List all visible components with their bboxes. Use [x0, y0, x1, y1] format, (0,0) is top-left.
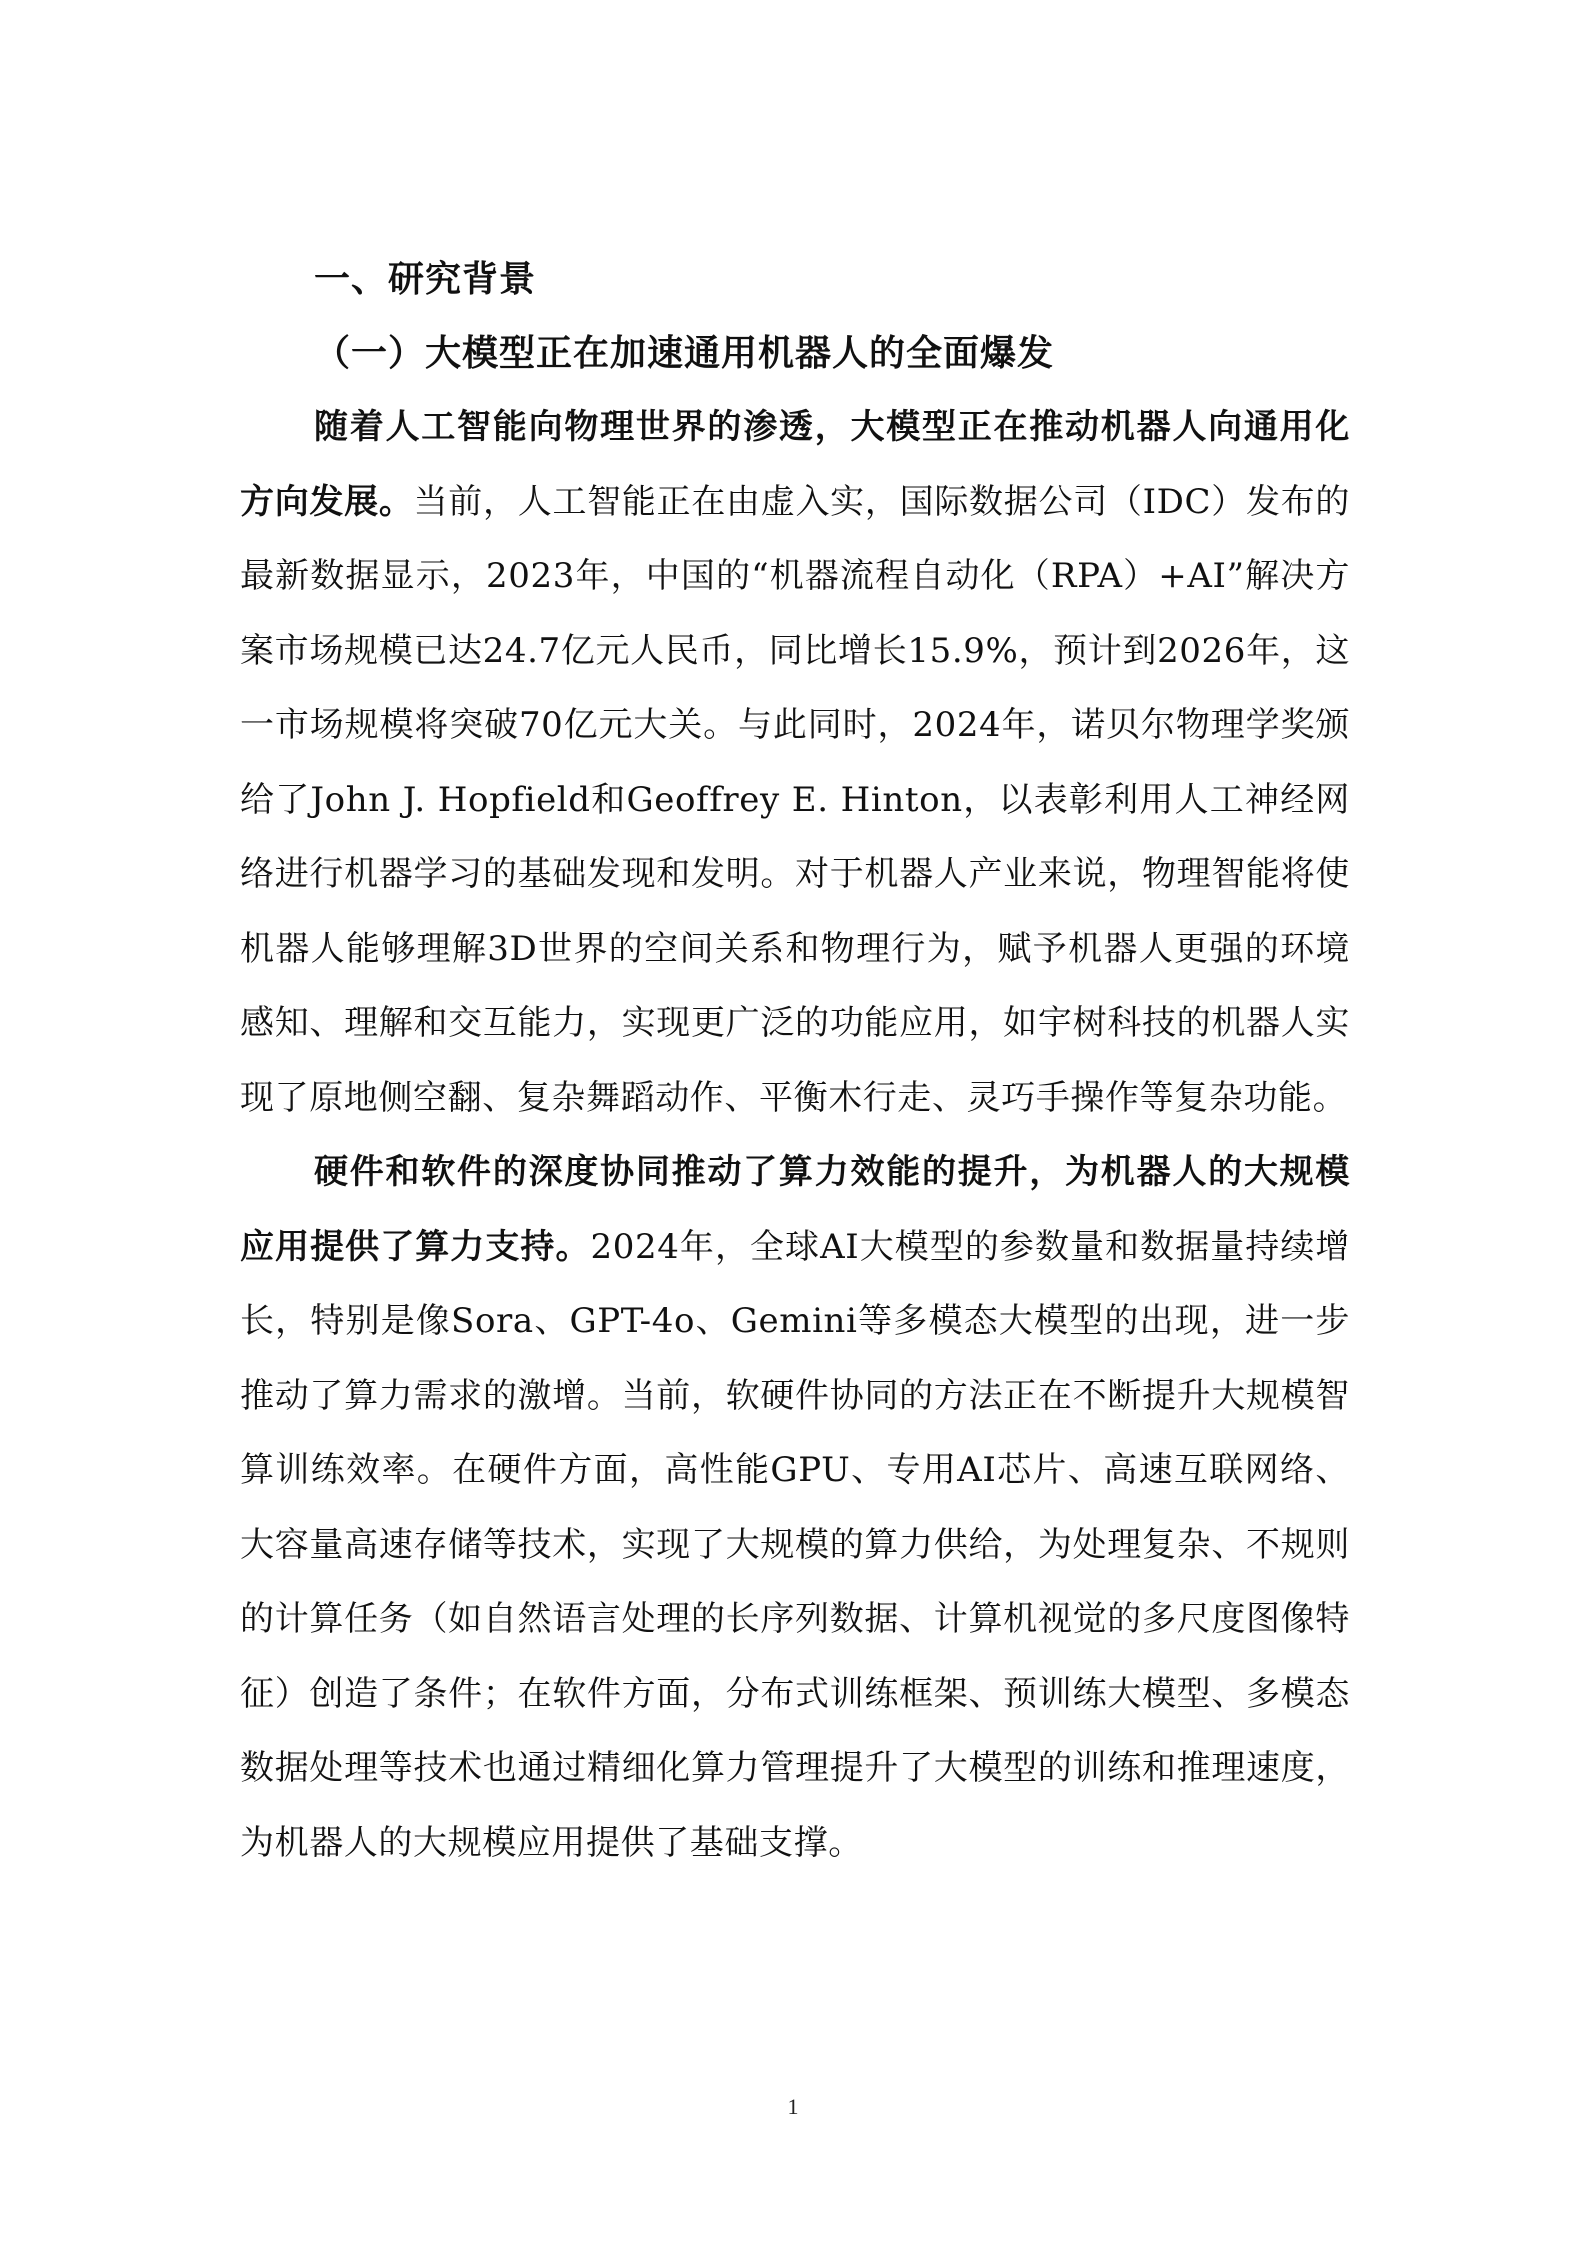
page-number: 1 [787, 2094, 799, 2119]
paragraph-1 [240, 390, 1350, 1135]
paragraph-1-lead: 随着人工智能向物理世界的渗透，大模型正在推动机器人向通用化方向发展。 [240, 407, 1350, 522]
paragraph-2 [240, 1135, 1350, 1880]
paragraph-1-body: 当前，人工智能正在由虚入实，国际数据公司（IDC）发布的最新数据显示，2023年，中国的“机器流程自动化（RPA）+AI”解决方案市场规模已达24.7亿元人民币，同比增长15.9%，预计到2026年，这一市场规模将突破70亿元大关。与此同时，2024年，诺贝尔物理学奖颁给了John J. Hopfield和Geoffrey E. Hinton，以表彰利用人工神经网络进行机器学习的基础发现和发明。对于机器人产业来说，物理智能将使机器人能够理解3D世界的空间关系和物理行为，赋予机器人更强的环境感知、理解和交互能力，实现更广泛的功能应用，如宇树科技的机器人实现了原地侧空翻、复杂舞蹈动作、平衡木行走、灵巧手操作等复杂功能。 [240, 481, 1351, 1118]
subsection-heading: （一）大模型正在加速通用机器人的全面爆发 [314, 332, 1055, 374]
paragraph-2-lead: 硬件和软件的深度协同推动了算力效能的提升，为机器人的大规模应用提供了算力支持。 [240, 1152, 1350, 1267]
paragraph-2-body: 2024年，全球AI大模型的参数量和数据量持续增长，特别是像Sora、GPT-4o、Gemini等多模态大模型的出现，进一步推动了算力需求的激增。当前，软硬件协同的方法正在不断提升大规模智算训练效率。在硬件方面，高性能GPU、专用AI芯片、高速互联网络、大容量高速存储等技术，实现了大规模的算力供给，为处理复杂、不规则的计算任务（如自然语言处理的长序列数据、计算机视觉的多尺度图像特征）创造了条件；在软件方面，分布式训练框架、预训练大模型、多模态数据处理等技术也通过精细化算力管理提升了大模型的训练和推理速度，为机器人的大规模应用提供了基础支撑。 [240, 1226, 1350, 1863]
section-heading: 一、研究背景 [314, 258, 537, 300]
document-body [240, 242, 1350, 1880]
